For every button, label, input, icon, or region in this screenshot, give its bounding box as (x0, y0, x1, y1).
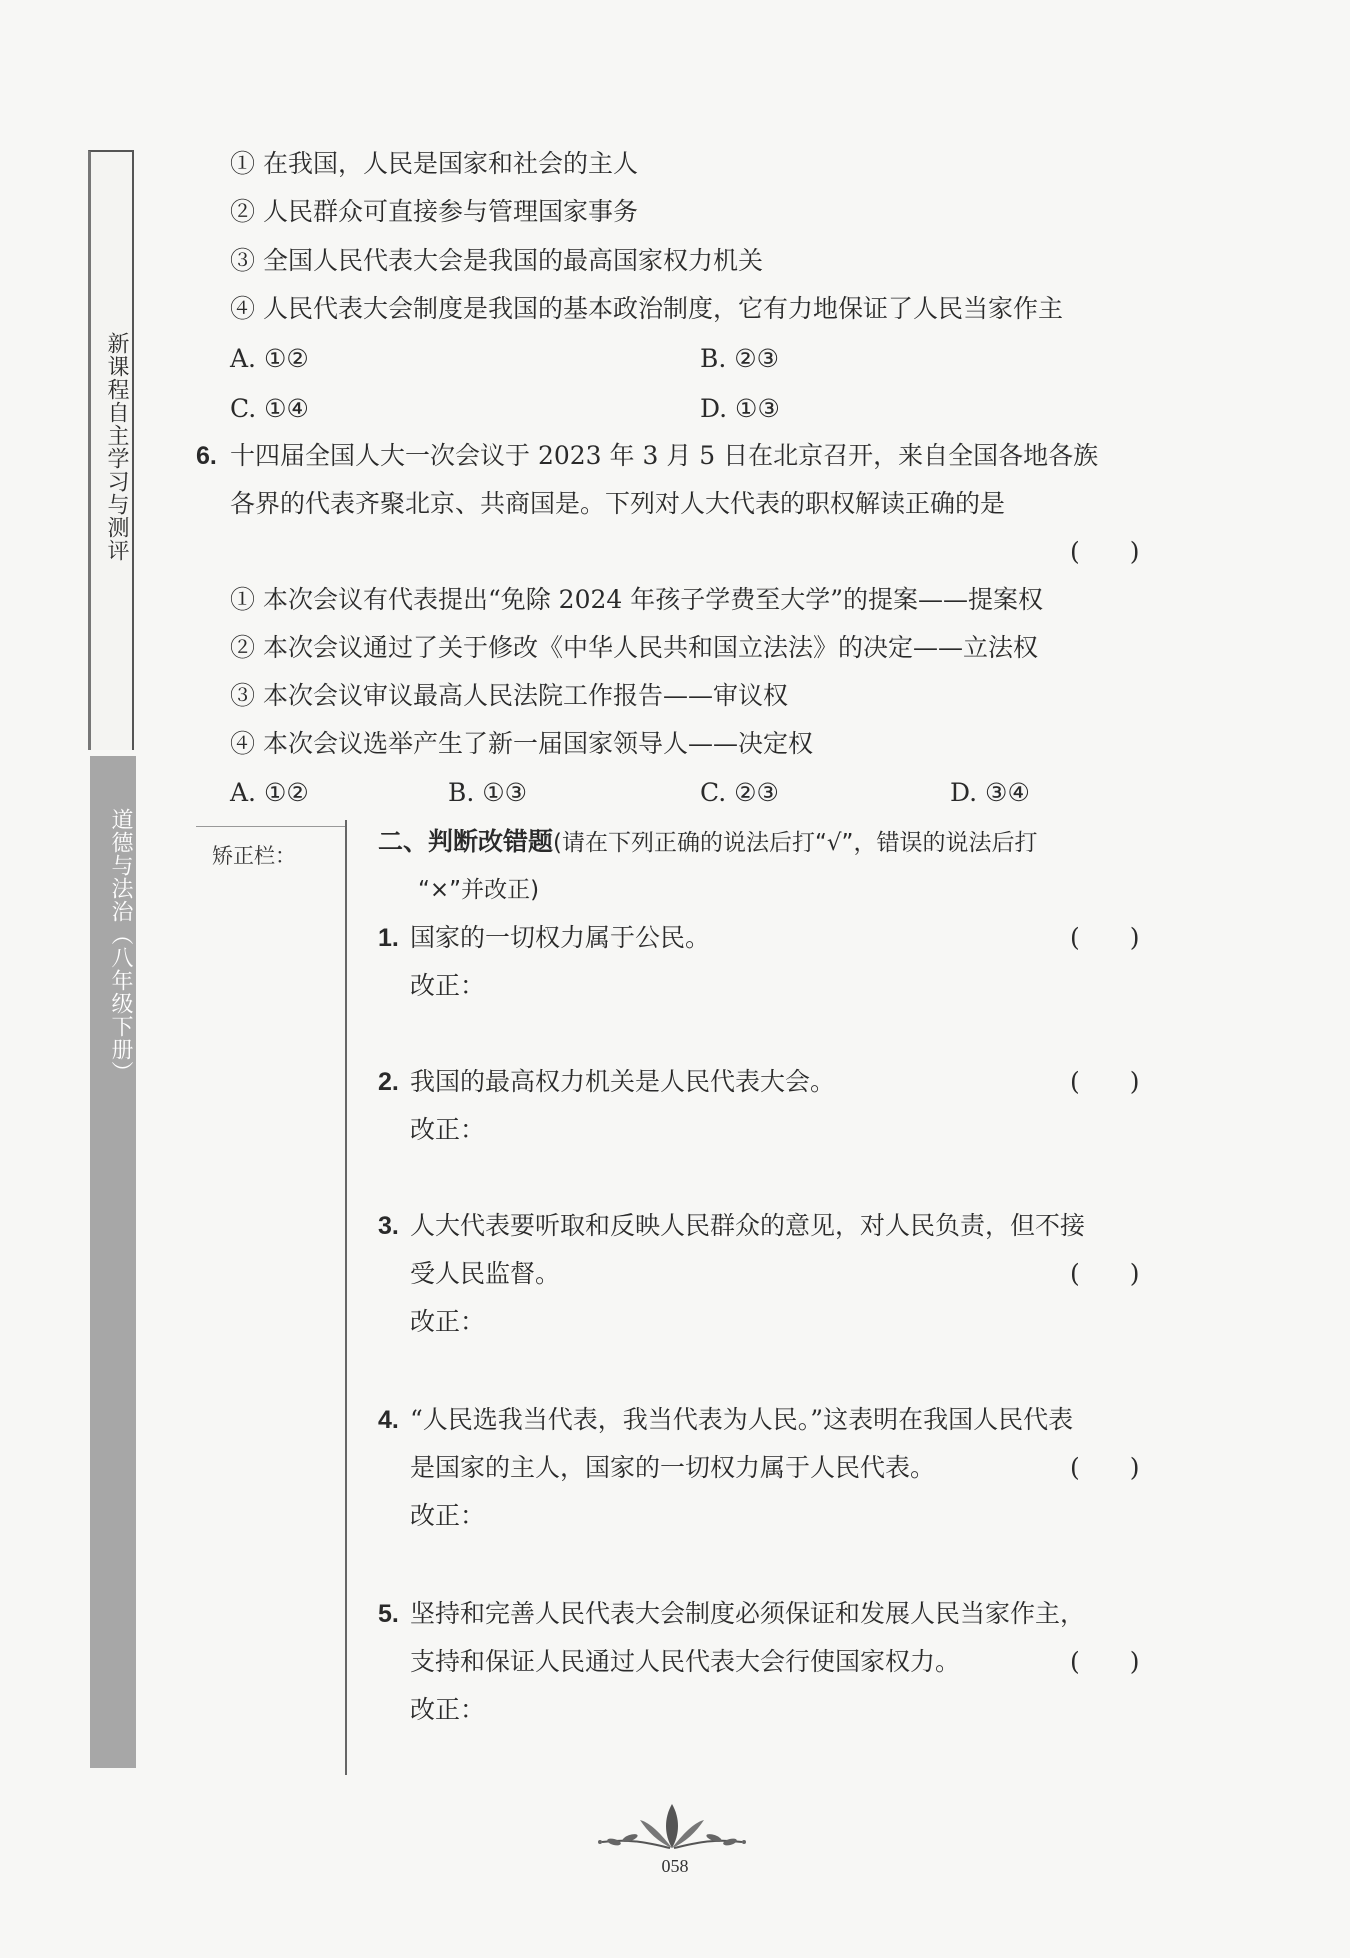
q5-statement-2: ② 人民群众可直接参与管理国家事务 (230, 197, 638, 226)
q5-statement-4: ④ 人民代表大会制度是我国的基本政治制度，它有力地保证了人民当家作主 (230, 294, 1063, 323)
section2-heading (378, 826, 1037, 859)
floral-ornament-icon (592, 1800, 752, 1855)
tf-item-5-number: 5. (378, 1600, 399, 1628)
tf-item-3-text-line1: 人大代表要听取和反映人民群众的意见，对人民负责，但不接 (410, 1211, 1086, 1240)
q5-statement-3: ③ 全国人民代表大会是我国的最高国家权力机关 (230, 246, 763, 275)
section2-note-line1: (请在下列正确的说法后打“√”，错误的说法后打 (553, 830, 1038, 856)
q6-statement-2: ② 本次会议通过了关于修改《中华人民共和国立法法》的决定——立法权 (230, 633, 1038, 662)
tf-item-4-number: 4. (378, 1406, 399, 1434)
q6-statement-4: ④ 本次会议选举产生了新一届国家领导人——决定权 (230, 729, 813, 758)
tf-item-1-number: 1. (378, 924, 399, 952)
tf-item-4-text-line1: “人民选我当代表，我当代表为人民。”这表明在我国人民代表 (410, 1405, 1074, 1434)
q6-stem-line2: 各界的代表齐聚北京、共商国是。下列对人大代表的职权解读正确的是 (230, 489, 1006, 518)
tf-item-2-number: 2. (378, 1068, 399, 1096)
tf-item-5-bracket: ( ) (1070, 1647, 1140, 1676)
sidebar-book-title-panel (88, 150, 134, 750)
q6-option-a: A. ①② (230, 778, 309, 807)
sidebar-subject-panel (90, 756, 136, 1768)
tf-item-5-text-line2: 支持和保证人民通过人民代表大会行使国家权力。 (410, 1647, 961, 1676)
tf-item-3-correction: 改正： (410, 1307, 486, 1336)
q6-option-c: C. ②③ (700, 778, 779, 807)
tf-item-5-correction: 改正： (410, 1695, 486, 1724)
tf-item-1-text: 国家的一切权力属于公民。 (410, 923, 711, 952)
book-title: 新课程自主学习与测评 (104, 332, 129, 562)
page-number: 058 (661, 1856, 689, 1876)
q5-statement-1: ① 在我国，人民是国家和社会的主人 (230, 149, 638, 178)
q6-option-d: D. ③④ (950, 778, 1030, 807)
tf-item-3-text-line2: 受人民监督。 (410, 1259, 561, 1288)
tf-item-5-text-line1: 坚持和完善人民代表大会制度必须保证和发展人民当家作主， (410, 1599, 1086, 1628)
q5-option-c: C. ①④ (230, 394, 309, 423)
tf-item-2-bracket: ( ) (1070, 1067, 1140, 1096)
q6-answer-bracket: ( ) (1070, 537, 1140, 566)
q6-stem-line1: 十四届全国人大一次会议于 2023 年 3 月 5 日在北京召开，来自全国各地各族 (230, 441, 1099, 470)
subject-title: 道德与法治（八年级下册） (108, 808, 133, 1084)
correction-column-divider (345, 820, 347, 1775)
q6-number: 6. (196, 442, 217, 470)
tf-item-2-text: 我国的最高权力机关是人民代表大会。 (410, 1067, 836, 1096)
tf-item-4-text-line2: 是国家的主人，国家的一切权力属于人民代表。 (410, 1453, 936, 1482)
correction-column-top-rule (196, 826, 346, 827)
q5-option-d: D. ①③ (700, 394, 780, 423)
correction-column-label: 矫正栏： (212, 844, 296, 868)
tf-item-3-number: 3. (378, 1212, 399, 1240)
q5-option-b: B. ②③ (700, 344, 780, 373)
tf-item-1-correction: 改正： (410, 971, 486, 1000)
q6-option-b: B. ①③ (448, 778, 528, 807)
q6-statement-1: ① 本次会议有代表提出“免除 2024 年孩子学费至大学”的提案——提案权 (230, 585, 1044, 614)
tf-item-4-bracket: ( ) (1070, 1453, 1140, 1482)
tf-item-1-bracket: ( ) (1070, 923, 1140, 952)
q6-statement-3: ③ 本次会议审议最高人民法院工作报告——审议权 (230, 681, 788, 710)
tf-item-3-bracket: ( ) (1070, 1259, 1140, 1288)
tf-item-4-correction: 改正： (410, 1501, 486, 1530)
tf-item-2-correction: 改正： (410, 1115, 486, 1144)
section2-title: 二、判断改错题 (378, 827, 554, 856)
section2-note-line2: “×”并改正) (418, 877, 540, 903)
q5-option-a: A. ①② (230, 344, 309, 373)
